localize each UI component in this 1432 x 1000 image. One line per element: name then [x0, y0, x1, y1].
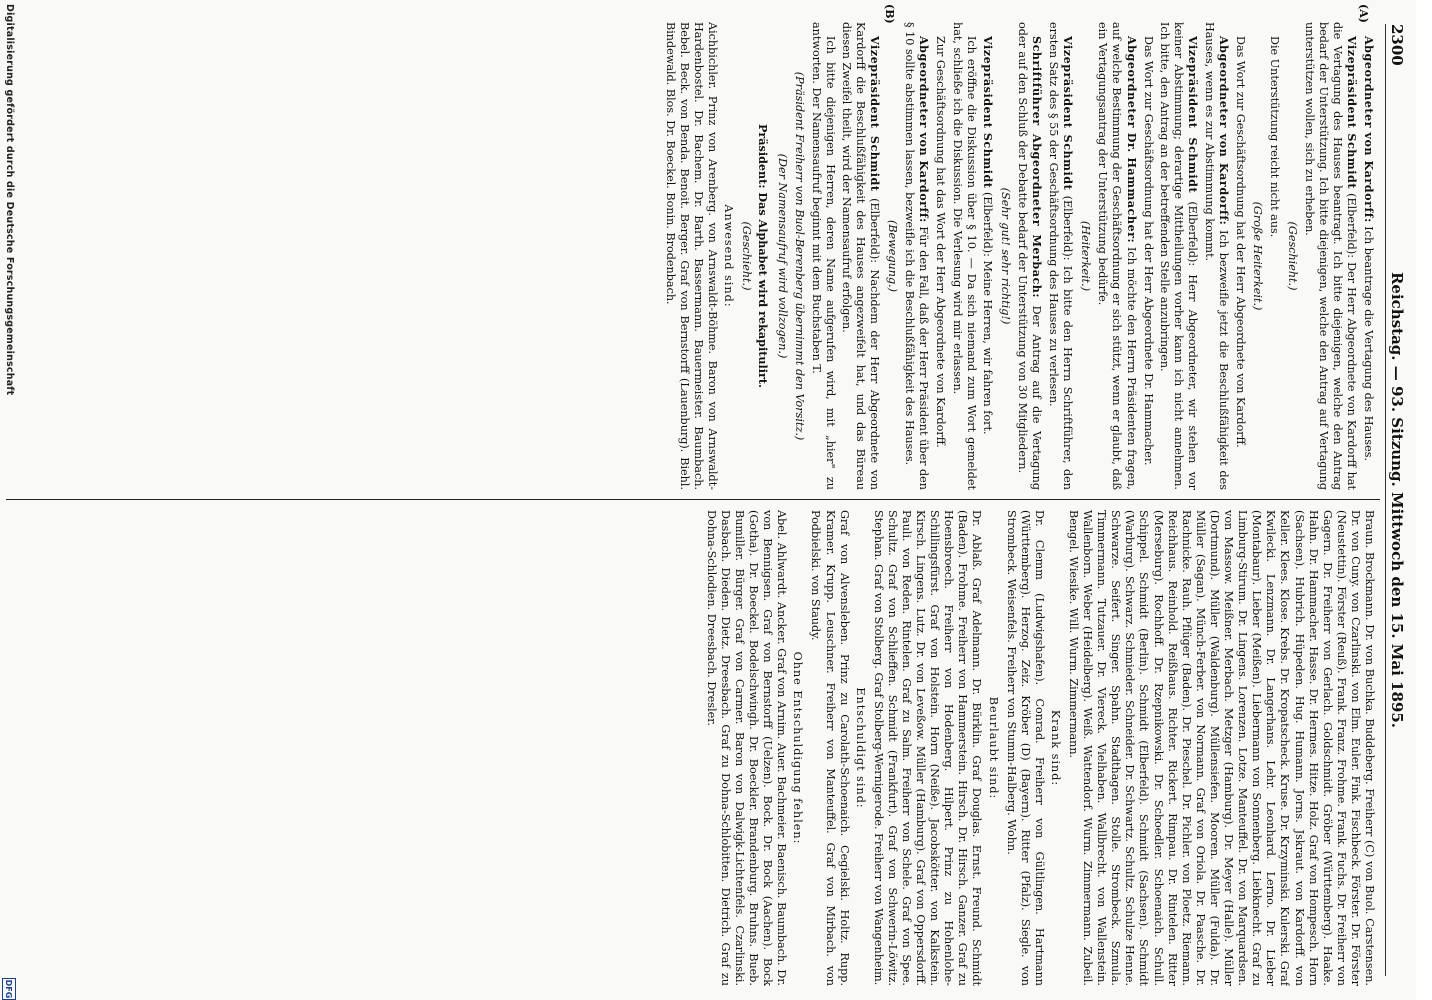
right-paragraph: [853, 510, 867, 986]
paragraph-text: Ich möchte den Herrn Präsidenten fragen, auf welche Bestimmung der Geschäftsordnung er sich stützt, wenn er glaubt, daß ein Vertagungsantrag der Unterstützung bedürfe.: [1096, 22, 1138, 490]
left-paragraph: [1267, 22, 1281, 490]
paragraph-text: Ich eröffne die Diskussion über § 10. — Da sich niemand zum Wort gemeldet hat, schließe ich die Diskussion. Die Verlesung wird mir erlassen.: [950, 22, 978, 490]
paragraph-text: (Bewegung.): [886, 219, 900, 293]
paragraph-text: (Große Heiterkeit.): [1251, 201, 1265, 311]
right-paragraph: [1048, 510, 1062, 986]
left-paragraph: [739, 22, 753, 490]
paragraph-text: Ich bitte diejenigen Herren, deren Name aufgerufen wird, mit „hier" zu antworten. Der Namensaufruf beginnt mit dem Buchstaben T.: [809, 22, 837, 490]
paragraph-text: Aichbichler. Prinz von Arenberg. von Arnswaldt-Böhme. Baron von Arnswaldt-Hardenbostel. Dr. Bachem. Dr. Barth. Bassermann. Bauermeister. Baumbach. Bebel. Beck. von Benda. Benoit. Berger. Graf von Bernstorff (Lauenburg). Biehl. Bindewald. Blos. Dr. Boeckel. Bonin. Brodenbach.: [663, 22, 720, 490]
left-paragraph: [1284, 22, 1298, 490]
column-divider: [6, 499, 1380, 500]
paragraph-text: (Elberfeld): Der Herr Abgeordnete von Kardorff hat die Vertagung des Hauses beantragt. Ich bitte diejenigen, welche den Antrag bedarf der Unterstützung. Ich bitte diejenigen, welche den Antrag auf Vertagung unterstützen wollen, sich zu erheben.: [1302, 22, 1358, 490]
paragraph-text: (Heiterkeit.): [1079, 220, 1093, 292]
paragraph-text: Die Unterstützung reicht nicht aus.: [1268, 36, 1282, 238]
paragraph-text: Entschuldigt sind:: [853, 687, 867, 809]
paragraph-text: (Sehr gut! sehr richtig!): [998, 187, 1012, 325]
paragraph-text: Anwesend sind:: [722, 204, 736, 308]
left-paragraph: [1095, 22, 1138, 490]
paragraph-text: Dr. Ablaß. Graf Adelmann. Dr. Bürklin. Graf Douglas. Ernst. Freund. Schmidt (Baden). Frohme. Freiherr von Hammerstein. Hirsch. Dr. Hirsch. Ganzer. Graf zu Hoensbroech. Freiherr von Hodenberg. Hilpert. Prinz zu Hohenlohe-Schillingsfürst. Graf von Holstein. Horn (Neiße). Jacobskötter. von Kalkstein. Kirsch. Lingens. Lutz. Dr. von Leveßow. Müller (Hamburg). Graf von Oppersdorff. Pauli. von Reden. Rintelen. Graf zu Salm. Freiherr von Schele. Graf von Spee. Schultz. Graf von Schlieffen. Schmidt (Frankfurt). Graf von Schwerin-Löwitz. Stephan. Graf von Stolberg. Graf Stolberg-Wernigerode. Freiherr von Wangenheim.: [871, 510, 984, 986]
margin-marker-a: (A): [1357, 4, 1370, 23]
paragraph-text: (Elberfeld): Nachdem der Herr Abgeordnete von Kardorff die Beschlußfähigkeit des Hauses angezweifelt hat, und das Büreau diesen Zweifel theilt, wird der Namensaufruf erfolgen.: [839, 22, 882, 490]
paragraph-text: Zur Geschäftsordnung hat das Wort der Herr Abgeordnete von Kardorff.: [934, 36, 948, 448]
paragraph-text: (Elberfeld): Meine Herren, wir fahren fort.: [980, 188, 994, 435]
speaker-name: Abgeordneter Dr. Hammacher:: [1124, 36, 1139, 244]
paragraph-text: Dr. Clemm (Ludwigshafen). Conrad. Freiherr von Gültlingen. Hartmann (Württemberg). Herzog. Zeiz. Kröber (D) (Bayern). Ritter (Pfalz). Siegle. von Strombeck. Weisenfels. Freiherr von Stumm-Halberg. Wohn.: [1004, 510, 1046, 986]
paragraph-text: Abel. Ahlwardt. Ancker. Graf von Arnim. Auer. Bachmeier. Baenisch. Baumbach. Dr. von Bennigsen. Graf von Bernstorff (Uelzen). Bock. Dr. Bock (Aachen). Bock (Gotha). Dr. Boeckel. Bodelschwingh. Dr. Boeckler. Brandenburg. Bruhns. Bueb. Bumiller. Bürger. Graf von Carmer. Baron von Dalwigk-Lichtenfels. Czarlinski. Dasbach. Dieden. Dietz. Dreesbach. Graf zu Dohna-Schlobitten. Dietrich. Graf zu Dohna-Schlodien. Dreesbach. Dresler.: [704, 510, 789, 986]
left-paragraph: [980, 22, 995, 490]
paragraph-text: Graf von Alvensleben. Prinz zu Carolath-Schoenaich. Cegielski. Holtz. Rupp. Kramer. Krupp. Leuschner. Freiherr von Manteuffel. Graf von Mirbach. von Podbielski. von Staudy.: [809, 510, 851, 986]
paragraph-text: Der Antrag auf die Vertagung oder auf den Schluß der Debatte bedarf der Unterstützung von 30 Mitgliedern.: [1015, 22, 1044, 490]
left-paragraph: [756, 22, 770, 490]
dfg-logo: DFG: [2, 978, 16, 1000]
speaker-name: Vizepräsident Schmidt: [1061, 36, 1076, 191]
speaker-name: Vizepräsident Schmidt: [868, 36, 883, 192]
left-paragraph: [809, 22, 837, 490]
right-paragraph: [871, 510, 984, 986]
page-number: 2300: [1388, 24, 1406, 66]
digitization-notice: Digitalisierung gefördert durch die Deutsche Forschungsgemeinschaft: [4, 4, 15, 396]
right-paragraph: [1004, 510, 1046, 986]
left-paragraph: [839, 22, 882, 490]
left-paragraph: [721, 22, 735, 490]
paragraph-text: (Elberfeld): Herr Abgeordneter, wir stehen vor keiner Abstimmung; derartige Mittheilungen vorher kann ich nicht annehmen. Ich bitte, den Antrag an der betreffenden Stelle anzubringen.: [1157, 22, 1199, 490]
paragraph-text: Ohne Entschuldigung fehlen:: [791, 651, 805, 845]
paragraph-text: Präsident: Das Alphabet wird rekapitulirt.: [756, 124, 771, 388]
speaker-name: Vizepräsident Schmidt: [1344, 36, 1359, 189]
paragraph-text: Krank sind:: [1048, 709, 1062, 787]
paragraph-text: Das Wort zur Geschäftsordnung hat der Herr Abgeordnete Dr. Hammacher.: [1141, 36, 1155, 466]
paragraph-text: (Präsident Freiherr von Buol-Berenberg übernimmt den Vorsitz.): [792, 71, 806, 441]
left-paragraph: [774, 22, 788, 490]
right-column: [6, 510, 1376, 986]
right-paragraph: [808, 510, 850, 986]
paragraph-text: Braun. Brockmann. Dr. von Buchka. Buddeberg. Freiherr (C) von Buol. Carstensen. Dr. von Cuny. von Czarlinski. von Elm. Euler. Fink. Fischbeck. Förster. Dr. Förster (Neustettin). Förster (Reuß). Frank. Franz. Frohme. Frank. Fuchs. Dr. Freiherr von Gagern. Dr. Freiherr von Gerlach. Goldschmidt. Gröber (Württemberg). Haake. Hahn. Dr. Hammacher. Hasse. Dr. Hermes. Hitze. Holz. Graf von Hompesch. Horn (Sachsen). Hubrich. Hüpeden. Hug. Humann. Jorns. Jskraut. von Kardorff. von Keller. Klees. Klose. Krebs. Dr. Kropatscheck. Kruse. Dr. Krzyminski. Kulerski. Graf Kwilecki. Lenzmann. Dr. Langerhans. Lehr. Leonhard. Lerno. Dr. Lieber (Montabaur). Lieber (Meißen). Liebermann von Sonnenberg. Liebknecht. Graf zu Limburg-Stirum. Dr. Lingens. Lorenzen. Lotze. Manteuffel. Dr. von Marquardsen. von Massow. Meißner. Merbach. Metzger (Hamburg). Dr. Meyer (Halle). Müller (Dortmund). Müller (Waldenburg). Müllensiefen. Mooren. Müller (Fulda). Dr. Müller (Sagan). Münch-Ferber. von Normann. Graf von Oriola. Dr. Paasche. Dr. Rachnicke. Rauh. Pflüger (Baden). Dr. Pieschel. Dr. Pichler. von Ploetz. Riemann. Reichhaus. Reinhold. Reißhaus. Richter. Rickert. Rimpau. Dr. Rintelen. Ritter (Merseburg). Rochhoff. Dr. Rzepnikowski. Dr. Schoedler. Schoenaich. Schull. Schippel. Schmidt (Berlin). Schmidt (Elberfeld). Schmidt (Sachsen). Schmidt (Warburg). Schwarz. Schmieder. Schneider. Dr. Schwartz. Schultz. Schulze Henne. Schwarze. Seifert. Singer. Spahn. Stadthagen. Stolle. Strombeck. Szmula. Timmermann. Tutzauer. Dr. Viereck. Vielhaben. Wallbrecht. von Wallenstein. Wallenborn. Weber (Heidelberg). Weiß. Wattendorf. Wurm. Zimmermann. Zubeil. Bengel. Wiesike. Will. Wurm. Zimmermann.: [1067, 510, 1376, 986]
left-paragraph: [1202, 22, 1231, 490]
left-paragraph: [1233, 22, 1247, 490]
running-title: Reichstag. — 93. Sitzung. Mittwoch den 15. Mai 1895.: [1388, 271, 1406, 729]
paragraph-text: Ich bezweifle jetzt die Beschlußfähigkeit des Hauses, wenn es zur Abstimmung kommt.: [1203, 22, 1231, 490]
paragraph-text: Das Wort zur Geschäftsordnung hat der Herr Abgeordnete von Kardorff.: [1234, 36, 1248, 448]
left-paragraph: [949, 22, 977, 490]
left-paragraph: [998, 22, 1012, 490]
left-paragraph: [902, 22, 931, 490]
right-paragraph: [790, 510, 804, 986]
left-paragraph: [885, 22, 899, 490]
left-paragraph: [933, 22, 947, 490]
paragraph-text: Für den Fall, daß der Herr Präsident über den § 10 sollte abstimmen lassen, bezweifle ich die Beschlußfähigkeit des Hauses.: [903, 22, 931, 490]
paragraph-text: (Geschieht.): [1285, 221, 1299, 291]
speaker-name: Schriftführer Abgeordneter Merbach:: [1030, 36, 1045, 299]
left-paragraph: [1302, 22, 1359, 490]
right-paragraph: [985, 510, 999, 986]
left-paragraph: [1250, 22, 1264, 490]
left-paragraph: [792, 22, 806, 490]
page-header: [1385, 24, 1408, 976]
paragraph-text: (Elberfeld): Ich bitte den Herrn Schriftführer, den ersten Satz des § 55 der Geschäftsordnung des Hauses zu verlesen.: [1047, 22, 1075, 490]
left-paragraph: [1015, 22, 1044, 490]
left-column: [6, 22, 1376, 490]
speaker-name: Abgeordneter von Kardorff:: [1362, 36, 1376, 223]
speaker-name: Abgeordneter von Kardorff:: [1217, 36, 1232, 226]
speaker-name: Vizepräsident Schmidt: [980, 36, 995, 189]
left-paragraph: [663, 22, 719, 490]
paragraph-text: (Der Namensaufruf wird vollzogen.): [775, 153, 789, 359]
right-paragraph: [1066, 510, 1376, 986]
paragraph-text: Beurlaubt sind:: [986, 696, 1000, 800]
page-footer: [0, 0, 24, 1000]
right-paragraph: [704, 510, 789, 986]
paragraph-text: Ich beantrage die Vertagung des Hauses.: [1362, 222, 1375, 462]
paragraph-text: (Geschieht.): [740, 221, 754, 291]
left-paragraph: [1361, 22, 1376, 490]
left-paragraph: [1078, 22, 1092, 490]
margin-marker-b: (B): [883, 4, 896, 24]
speaker-name: Abgeordneter von Kardorff:: [917, 36, 932, 223]
left-paragraph: [1157, 22, 1200, 490]
left-paragraph: [1046, 22, 1075, 490]
left-paragraph: [1141, 22, 1155, 490]
speaker-name: Vizepräsident Schmidt: [1185, 36, 1200, 194]
